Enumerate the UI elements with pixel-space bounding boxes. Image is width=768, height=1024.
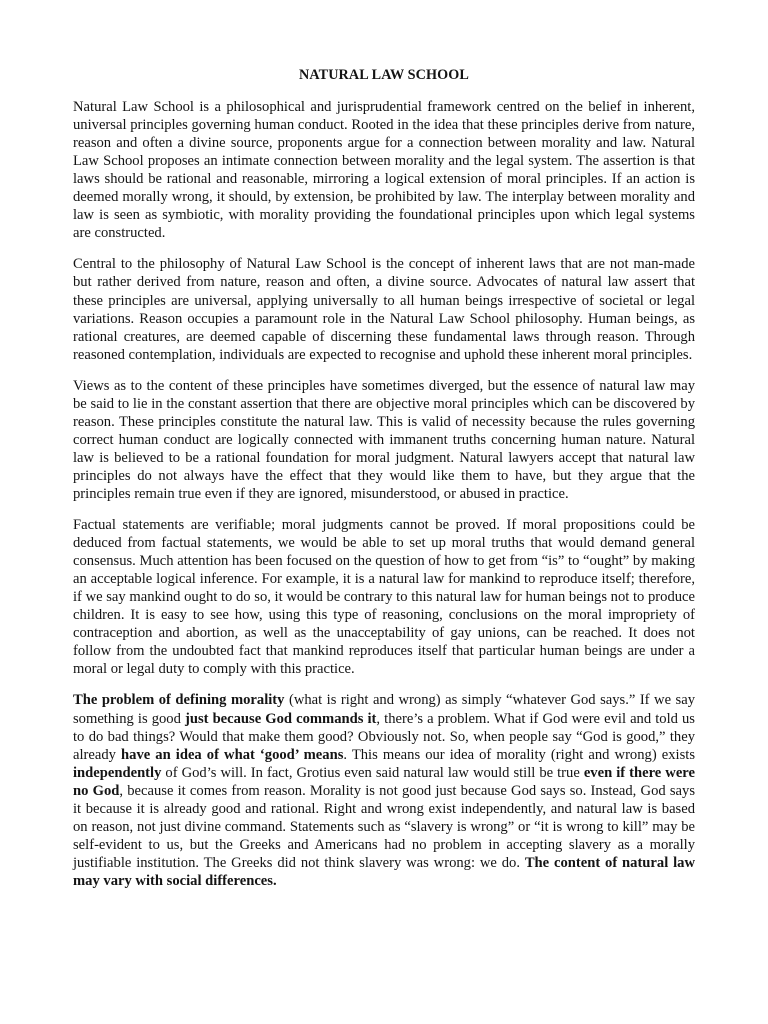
text-run: Views as to the content of these principles have sometimes diverged, but the essence of natural law may be said to lie in the constant assertion that there are objective moral principles which can be discovered by reason. These principles constitute the natural law. This is valid of necessity because the rules governing correct human conduct are logically connected with immanent truths concerning human nature. Natural law is believed to be a rational foundation for moral judgment. Natural lawyers accept that natural law principles do not always have the effect that they would like them to have, but they argue that the principles remain true even if they are ignored, misunderstood, or abused in practice. [73, 377, 695, 502]
bold-text-run: independently [73, 764, 162, 781]
bold-text-run: have an idea of what ‘good’ means [121, 746, 344, 763]
bold-text-run: just because God commands it [184, 710, 377, 727]
paragraph-3 [73, 377, 695, 503]
text-run: (what is right and wrong) as simply “whatever God says.” If we say something is good [73, 692, 695, 727]
text-run: Central to the philosophy of Natural Law School is the concept of inherent laws that are not man-made but rather derived from nature, reason and often, a divine source. Advocates of natural law assert that these principles are universal, applying universally to all human beings irrespective of societal or legal variations. Reason occupies a paramount role in the Natural Law School philosophy. Human beings, as rational creatures, are deemed capable of discerning these fundamental laws through reason. Through reasoned contemplation, individuals are expected to recognise and uphold these inherent moral principles. [73, 256, 695, 363]
paragraph-5 [73, 691, 695, 890]
document-page [73, 66, 695, 903]
bold-text-run: The content of natural law may vary with social differences. [73, 854, 695, 889]
bold-text-run: even if there were no God [73, 764, 695, 799]
text-run: , there’s a problem. What if God were evil and told us to do bad things? Would that make them good? Obviously not. So, when people say “God is good,” they already [73, 710, 695, 763]
text-run: of God’s will. In fact, Grotius even said natural law would still be true [161, 764, 584, 781]
text-run: Natural Law School is a philosophical and jurisprudential framework centred on the belief in inherent, universal principles governing human conduct. Rooted in the idea that these principles derive from nature, reason and often a divine source, proponents argue for a connection between morality and law. Natural Law School proposes an intimate connection between morality and the legal system. The assertion is that laws should be rational and reasonable, mirroring a logical extension of moral principles. If an action is deemed morally wrong, it should, by extension, be prohibited by law. The interplay between morality and law is seen as symbiotic, with morality providing the foundational principles upon which legal systems are constructed. [73, 99, 695, 242]
bold-text-run: The problem of defining morality [73, 692, 285, 709]
paragraph-2 [73, 255, 695, 363]
text-run: Factual statements are verifiable; moral judgments cannot be proved. If moral propositions could be deduced from factual statements, we would be able to set up moral truths that would demand general consensus. Much attention has been focused on the question of how to get from “is” to “ought” by making an acceptable logical inference. For example, it is a natural law for mankind to reproduce itself; therefore, if we say mankind ought to do so, it would be contrary to this natural law for human beings not to produce children. It is easy to see how, using this type of reasoning, conclusions on the moral impropriety of contraception and abortion, as well as the unacceptability of gay unions, can be reached. It does not follow from the undoubted fact that mankind reproduces itself that particular human beings are under a moral or legal duty to comply with this practice. [73, 517, 695, 678]
document-title: NATURAL LAW SCHOOL [299, 67, 469, 83]
document-body [73, 98, 695, 890]
paragraph-1 [73, 98, 695, 242]
paragraph-4 [73, 516, 695, 678]
text-run: , because it comes from reason. Morality is not good just because God says so. Instead, God says it because it is already good and rational. Right and wrong exist independently, and natural law is based on reason, not just divine command. Statements such as “slavery is wrong” or “it is wrong to kill” may be self-evident to us, but the Greeks and Americans had no problem in accepting slavery as a morally justifiable institution. The Greeks did not think slavery was wrong: we do. [73, 782, 695, 871]
text-run: . This means our idea of morality (right and wrong) exists [343, 746, 695, 763]
